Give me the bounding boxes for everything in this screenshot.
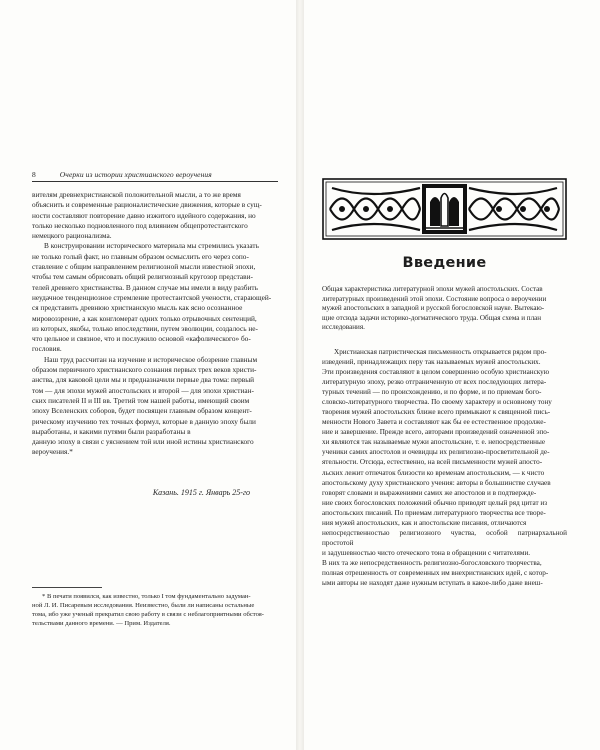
- paragraph-3: Наш труд рассчитан на изучение и историческое обозрение главным образом первичного христианского сознания первых трех веков христи- анства, для каковой цели мы и предназначили первые два тома: первый том — для эпохи мужей апостольских и второй — для эпохи христиан- ских писателей II и III вв. Третий том нашей работы, имеющий своим эпоху Вселенских соборов, будет посвящен главным образом концент- рическому изучению тех точных формул, которые в данную эпоху были выработаны, и какими путями были разработаны в данную эпоху в связи с уяснением той или иной истины христианского вероучения.*: [32, 354, 258, 457]
- footnote: * В печати появился, как известно, только I том фундаментально задуман- ной Л. И. Писаревым исследования. Неизвестно, были ли написаны остальные тома, ибо уже ученый прекратил свою работу в связи с неблагоприятными обстоя- тельствами данного времени. — Прим. Издателя.: [32, 592, 264, 627]
- paragraph-2: В конструировании исторического материала мы стремились указать не только голый факт, но главным образом осмыслить его через сопо- ставление с общим направлением религиозной мысли известной эпохи, чтобы тем самым обрисовать общий религиозный кругозор представи- телей древнего христианства. В данном случае мы имели в виду разбить неудачное тенденциозное стремление протестантской учености, старающей- ся представить древнюю христианскую мысль как ясно осознанное мировоззрение, а как конгломерат одних только отрывочных сентенций, из которых, якобы, только впоследствии, путем эволюции, создалось не- что цельное и связное, что и послужило основой «кафолического» бо- гословия.: [32, 241, 272, 354]
- signature-date: Казань. 1915 г. Январь 25-го: [152, 487, 250, 497]
- chapter-heading: Введение: [402, 255, 487, 271]
- right-page: [322, 178, 567, 588]
- running-header: [32, 170, 278, 182]
- paragraph-1: вителям древнехристианской положительной мысли, а то же время объяснить и современные рационалистические движения, которые в сущ- ности составляют повторение давно изжитого идейного содержания, но только несколько подновленного под влиянием общепротестантского немецкого рационализма.: [32, 190, 262, 241]
- footnote-rule: [32, 587, 102, 588]
- chapter-body: Христианская патристическая письменность открывается рядом про- изведений, принадлежащих перу так называемых мужей апостольских. Эти произведения составляют в целом совершенно особую христианскую литературную эпоху, резко отграниченную от всех последующих литера- турных течений — по происхождению, и по форме, и по приемам бого- словско-литературного творчества. По своему характеру и основному тону творения мужей апостольских ближе всего примыкают к священной пись- менности Нового Завета и составляют как бы ее естественное продолже- ние и завершение. Прежде всего, авторами произведений означенной эпо- хи являются так называемые мужи апостольские, т. е. непосредственные ученики самих апостолов и очевидцы их религиозно-просветительной де- ятельности. Отсюда, естественно, на всей письменности мужей апосто- льских лежит отпечаток близости ко временам апостольским, — к чисто апостольскому духу христианского учения: авторы в большинстве случаев говорят словами и выражениями самих же апостолов и в подтвержде- ние своих богословских положений обычно приводят целый ряд цитат из апостольских писаний. По приемам литературного творчества все творе- ния мужей апостольских, как и апостольские писания, отличаются непосредственностью религиозного чувства, особой патриархальной простотой и задушевностью чисто отеческого тона в обращении с читателями. В них та же непосредственность религиозно-богословского творчества, полная отрешенность от современных им внехристианских идей, с котор- ыми авторы не находят даже нужным вступать в какое-либо даже внеш-: [322, 347, 567, 588]
- left-page: [32, 170, 278, 628]
- ornamental-headpiece: [322, 178, 567, 240]
- book-gutter: [296, 0, 304, 750]
- chapter-summary: Общая характеристика литературной эпохи мужей апостольских. Состав литературных произведений этой эпохи. Состояние вопроса о вероучении мужей апостольских в западной и русской богословской науке. Вытекаю- щие отсюда задачи историко-догматического труда. Общая схема и план исследования.: [322, 285, 547, 332]
- page-number: 8: [32, 170, 36, 179]
- running-head-title: Очерки из истории христианского вероучения: [59, 170, 212, 179]
- ornament-graphic: [322, 178, 567, 240]
